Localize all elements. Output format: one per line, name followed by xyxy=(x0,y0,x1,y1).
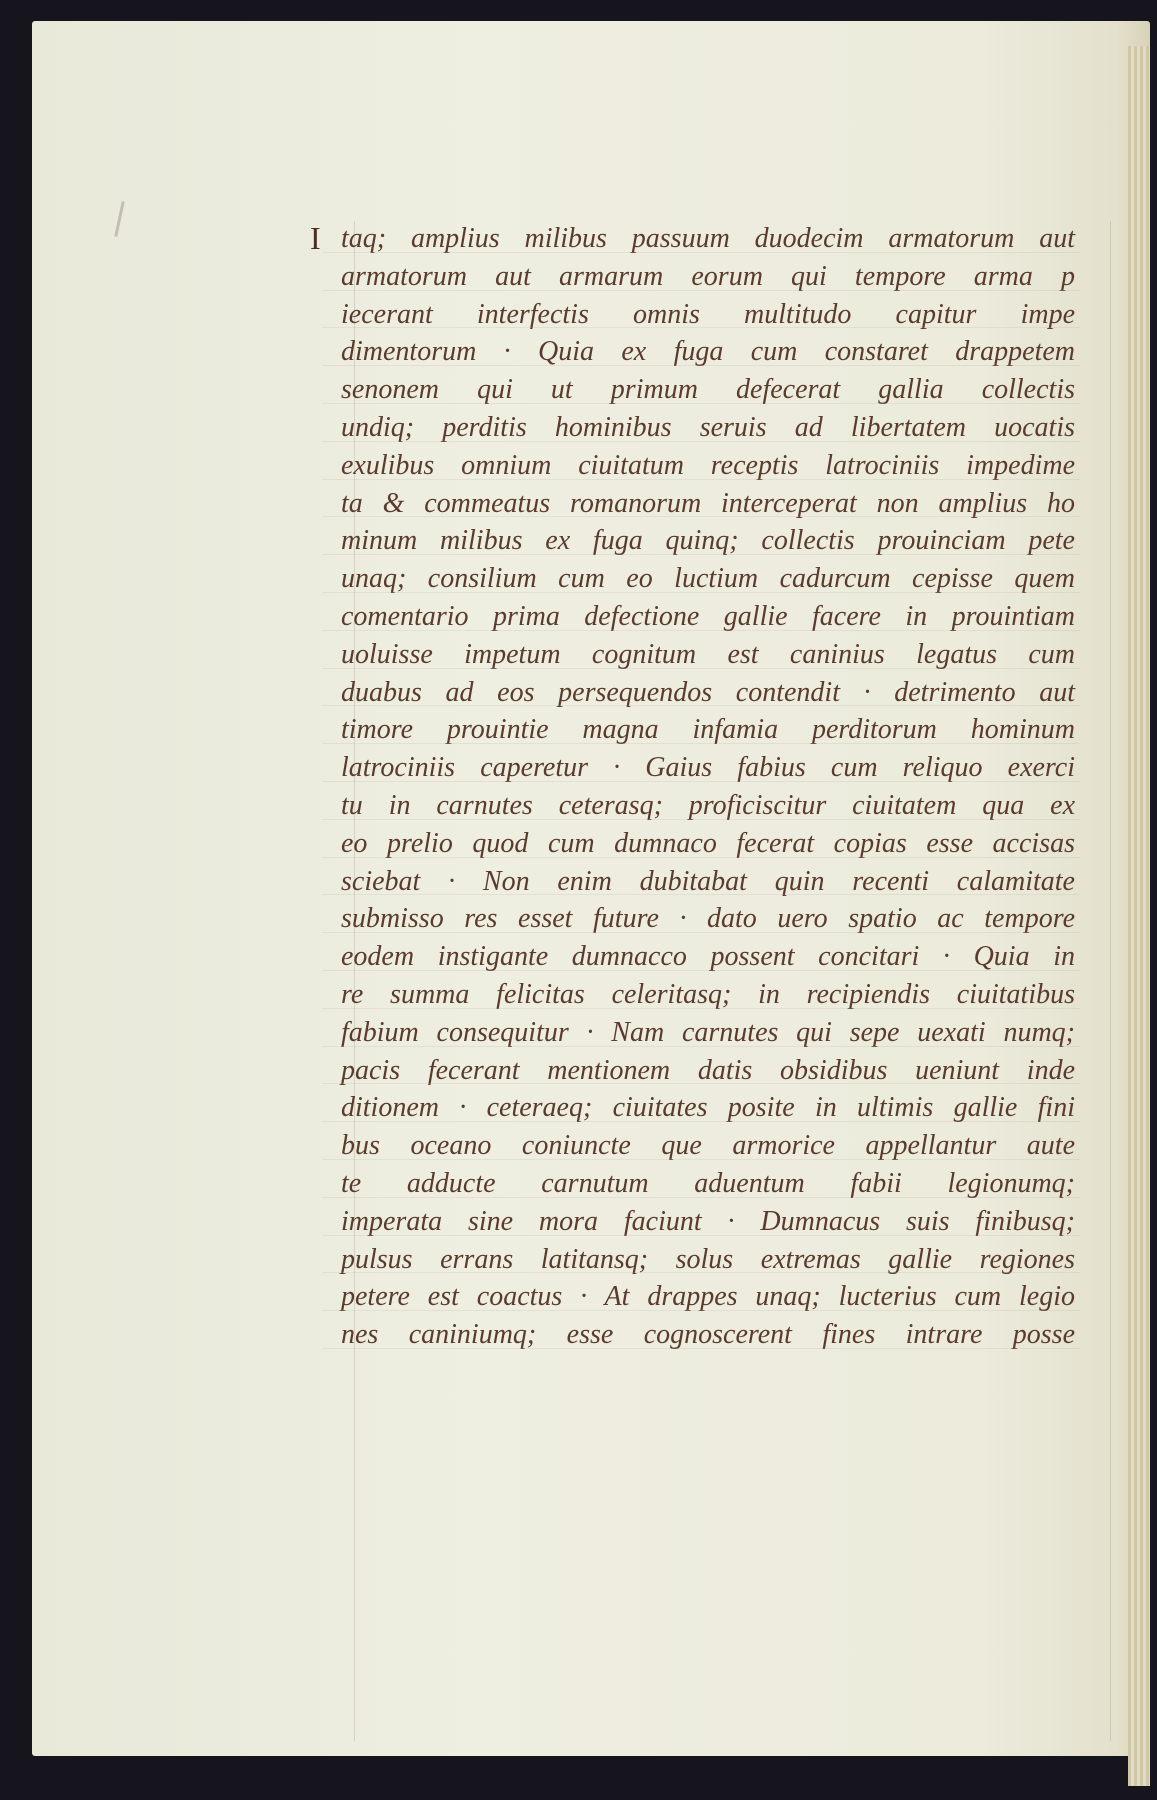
ruling-line xyxy=(322,252,1080,253)
ruling-line xyxy=(322,894,1080,895)
ruling-line xyxy=(322,970,1080,971)
ruling-line xyxy=(322,1083,1080,1084)
text-line-content: imperata sine mora faciunt · Dumnacus suis finibusq; xyxy=(341,1205,1075,1237)
ruling-line xyxy=(322,668,1080,669)
text-line-content: latrociniis caperetur · Gaius fabius cum reliquo exerci xyxy=(341,752,1075,784)
text-line-content: sciebat · Non enim dubitabat quin recenti calamitate xyxy=(341,865,1075,897)
text-line-content: timore prouintie magna infamia perditorum hominum xyxy=(341,714,1075,746)
ruling-line xyxy=(322,705,1080,706)
text-line-content: nes caniniumq; esse cognoscerent fines intrare posse xyxy=(341,1319,1075,1351)
text-line-content: taq; amplius milibus passuum duodecim armatorum aut xyxy=(341,223,1075,254)
ruling-line xyxy=(322,781,1080,782)
text-line-content: pulsus errans latitansq; solus extremas gallie regiones xyxy=(341,1243,1075,1275)
ruling-line xyxy=(322,1310,1080,1311)
text-line-content: re summa felicitas celeritasq; in recipiendis ciuitatibus xyxy=(341,978,1075,1010)
ruling-line xyxy=(322,1197,1080,1198)
text-line-content: petere est coactus · At drappes unaq; lucterius cum legio xyxy=(341,1281,1075,1313)
text-line-content: ditionem · ceteraeq; ciuitates posite in ultimis gallie fini xyxy=(341,1092,1075,1124)
text-line-content: armatorum aut armarum eorum qui tempore arma p xyxy=(341,260,1075,292)
ruling-line xyxy=(322,819,1080,820)
ruling-line xyxy=(322,327,1080,328)
ruling-line xyxy=(322,403,1080,404)
text-line-content: bus oceano coniuncte que armorice appellantur aute xyxy=(341,1130,1075,1162)
ruling-line xyxy=(322,1159,1080,1160)
ruling-right xyxy=(1110,221,1111,1741)
text-line-content: exulibus omnium ciuitatum receptis latrociniis impedime xyxy=(341,449,1075,481)
page-edges xyxy=(1128,46,1150,1786)
ruling-line xyxy=(322,743,1080,744)
ruling-line xyxy=(322,1348,1080,1349)
ruling-line xyxy=(322,479,1080,480)
ruling-line xyxy=(322,1046,1080,1047)
text-line-content: te adducte carnutum aduentum fabii legionumq; xyxy=(341,1167,1075,1199)
text-line-content: ta & commeatus romanorum interceperat non amplius ho xyxy=(341,487,1075,519)
text-line-content: pacis fecerant mentionem datis obsidibus ueniunt inde xyxy=(341,1054,1075,1086)
ruling-line xyxy=(322,1235,1080,1236)
initial-letter: I xyxy=(310,220,321,256)
ruling-line xyxy=(322,857,1080,858)
ruling-line xyxy=(322,1272,1080,1273)
text-line-content: submisso res esset future · dato uero spatio ac tempore xyxy=(341,903,1075,935)
ruling-line xyxy=(322,441,1080,442)
ruling-line xyxy=(322,630,1080,631)
ruling-line xyxy=(322,554,1080,555)
text-line-content: tu in carnutes ceterasq; proficiscitur ciuitatem qua ex xyxy=(341,789,1075,821)
text-line-content: unaq; consilium cum eo luctium cadurcum cepisse quem xyxy=(341,563,1075,595)
text-line-content: undiq; perditis hominibus seruis ad libertatem uocatis xyxy=(341,411,1075,443)
text-line-content: minum milibus ex fuga quinq; collectis prouinciam pete xyxy=(341,525,1075,557)
text-line-content: comentario prima defectione gallie facere in prouintiam xyxy=(341,600,1075,632)
ruling-line xyxy=(322,365,1080,366)
ruling-line xyxy=(322,290,1080,291)
manuscript-text xyxy=(341,220,1075,1354)
text-line-content: senonem qui ut primum defecerat gallia collectis xyxy=(341,374,1075,406)
ruling-line xyxy=(322,592,1080,593)
text-line-content: dimentorum · Quia ex fuga cum constaret drappetem xyxy=(341,336,1075,368)
text-line-content: fabium consequitur · Nam carnutes qui sepe uexati numq; xyxy=(341,1016,1075,1048)
text-line-content: iecerant interfectis omnis multitudo capitur impe xyxy=(341,298,1075,330)
text-line-content: eodem instigante dumnacco possent concitari · Quia in xyxy=(341,941,1075,973)
margin-mark xyxy=(114,201,124,237)
ruling-line xyxy=(322,1008,1080,1009)
ruling-line xyxy=(322,516,1080,517)
text-line-content: duabus ad eos persequendos contendit · detrimento aut xyxy=(341,676,1075,708)
ruling-line xyxy=(322,1121,1080,1122)
ruling-line xyxy=(322,932,1080,933)
text-line-content: eo prelio quod cum dumnaco fecerat copias esse accisas xyxy=(341,827,1075,859)
text-line-content: uoluisse impetum cognitum est caninius legatus cum xyxy=(341,638,1075,670)
